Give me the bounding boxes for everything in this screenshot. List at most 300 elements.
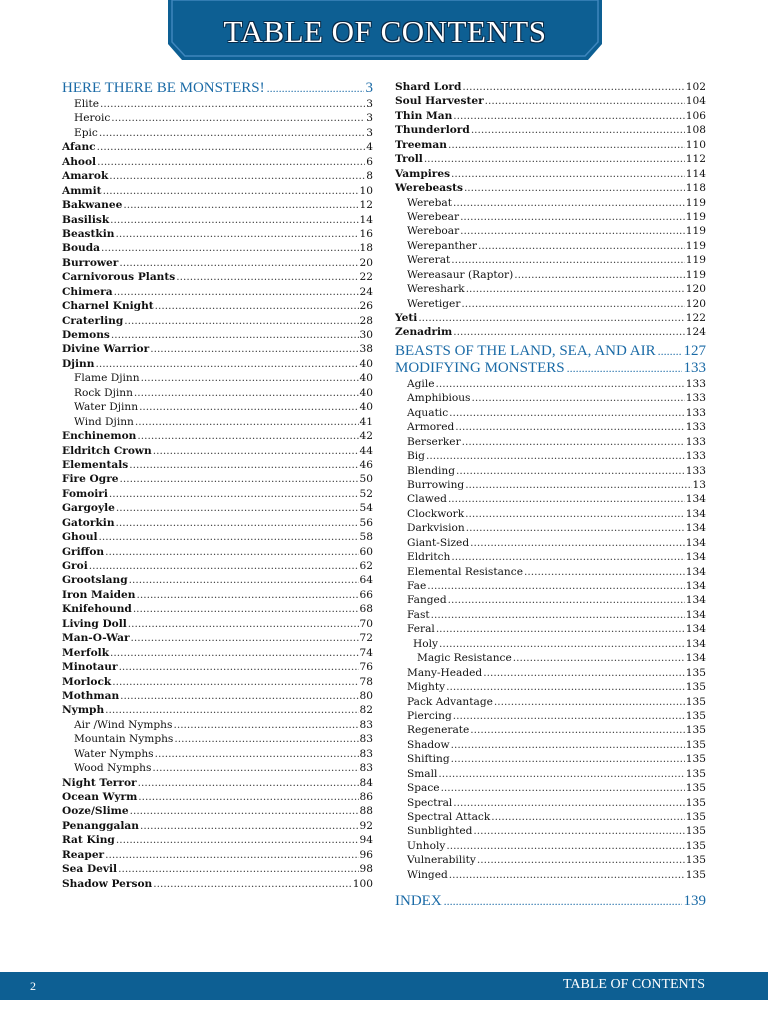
toc-entry-page: 40 <box>359 401 373 414</box>
toc-entry[interactable] <box>62 877 373 891</box>
toc-entry[interactable] <box>395 311 706 325</box>
toc-entry-label: Water Nymphs <box>74 747 154 760</box>
toc-entry-page: 88 <box>359 805 373 818</box>
dot-leader <box>140 819 359 833</box>
dot-leader <box>153 444 359 458</box>
toc-entry-page: 135 <box>685 753 706 766</box>
toc-entry-label: Regenerate <box>407 724 470 737</box>
dot-leader <box>477 853 685 867</box>
dot-leader <box>460 210 685 224</box>
toc-subentry[interactable] <box>62 97 373 111</box>
toc-entry-label: Thin Man <box>395 109 453 122</box>
toc-entry-page: 134 <box>685 565 706 578</box>
toc-subentry[interactable] <box>395 464 706 478</box>
toc-entry[interactable] <box>62 256 373 270</box>
toc-entry-label: Clockwork <box>407 507 465 520</box>
dot-leader <box>485 94 685 108</box>
toc-entry-page: 86 <box>359 791 373 803</box>
toc-subentry[interactable] <box>395 282 706 296</box>
toc-entry[interactable] <box>395 94 706 108</box>
dot-leader <box>456 464 685 478</box>
toc-subentry[interactable] <box>62 111 373 125</box>
toc-entry[interactable] <box>62 357 373 371</box>
toc-entry-page: 122 <box>685 312 706 324</box>
toc-subentry[interactable] <box>395 196 706 210</box>
dot-leader <box>128 617 359 631</box>
dot-leader <box>466 282 685 296</box>
dot-leader <box>494 695 685 709</box>
toc-entry-page: 133 <box>685 377 706 390</box>
toc-subentry[interactable] <box>395 377 706 391</box>
toc-entry[interactable] <box>62 516 373 530</box>
toc-entry[interactable] <box>62 588 373 602</box>
toc-entry-page: 133 <box>685 392 706 405</box>
toc-entry-label: Morlock <box>62 675 112 688</box>
toc-subentry[interactable] <box>395 224 706 238</box>
toc-entry[interactable] <box>62 285 373 299</box>
toc-subentry[interactable] <box>395 253 706 267</box>
toc-subentry[interactable] <box>395 752 706 766</box>
toc-entry[interactable] <box>62 241 373 255</box>
dot-leader <box>105 703 358 717</box>
section-spacer <box>395 882 706 885</box>
dot-leader <box>461 297 684 311</box>
toc-entry-page: 62 <box>359 560 373 572</box>
toc-entry-page: 119 <box>685 210 706 223</box>
toc-subentry[interactable] <box>62 400 373 414</box>
toc-entry[interactable] <box>395 80 706 94</box>
toc-entry[interactable] <box>395 167 706 181</box>
toc-entry[interactable] <box>62 213 373 227</box>
toc-entry[interactable] <box>62 227 373 241</box>
dot-leader <box>130 804 359 818</box>
toc-entry-label: Enchinemon <box>62 430 137 443</box>
toc-subentry[interactable] <box>395 810 706 824</box>
toc-entry-label: Weretiger <box>407 297 461 310</box>
toc-subentry[interactable] <box>395 796 706 810</box>
footer-bar <box>0 972 768 1000</box>
toc-subentry[interactable] <box>395 651 706 665</box>
toc-subentry[interactable] <box>395 666 706 680</box>
toc-entry-page: 84 <box>359 776 373 789</box>
toc-entry[interactable] <box>62 646 373 660</box>
toc-entry[interactable] <box>62 155 373 169</box>
toc-subentry[interactable] <box>62 126 373 140</box>
toc-subentry[interactable] <box>395 565 706 579</box>
toc-entry-page: 135 <box>685 782 706 795</box>
toc-subentry[interactable] <box>395 507 706 521</box>
dot-leader <box>174 732 358 746</box>
toc-entry-label: Spectral Attack <box>407 811 491 823</box>
toc-entry-page: 54 <box>359 502 373 515</box>
toc-entry[interactable] <box>62 314 373 328</box>
toc-entry[interactable] <box>62 617 373 631</box>
toc-subentry[interactable] <box>395 210 706 224</box>
dot-leader <box>116 516 359 530</box>
toc-entry-label: Darkvision <box>407 522 465 535</box>
toc-entry-page: 119 <box>685 196 706 209</box>
dot-leader <box>95 357 358 371</box>
toc-subentry[interactable] <box>395 478 706 492</box>
dot-leader <box>439 637 685 651</box>
toc-entry-label: Holy <box>413 637 438 650</box>
toc-entry-page: 133 <box>685 464 706 477</box>
toc-entry-label: HERE THERE BE MONSTERS! <box>62 80 265 96</box>
toc-entry[interactable] <box>62 184 373 198</box>
toc-subentry[interactable] <box>395 695 706 709</box>
toc-entry-label: Grootslang <box>62 574 128 587</box>
toc-entry-label: Flame Djinn <box>74 372 140 385</box>
dot-leader <box>658 343 682 360</box>
dot-leader <box>470 536 685 550</box>
toc-entry-page: 135 <box>685 681 706 694</box>
toc-subentry[interactable] <box>395 550 706 564</box>
toc-entry[interactable] <box>62 862 373 876</box>
toc-entry-label: Demons <box>62 329 110 341</box>
dot-leader <box>418 311 684 325</box>
dot-leader <box>119 256 358 270</box>
dot-leader <box>455 420 685 434</box>
toc-entry-label: Burrowing <box>407 478 465 491</box>
dot-leader <box>267 80 364 97</box>
toc-entry-label: Ocean Wyrm <box>62 791 138 803</box>
toc-entry[interactable] <box>62 501 373 515</box>
toc-entry[interactable] <box>62 140 373 154</box>
toc-entry-label: Ammit <box>62 184 102 197</box>
dot-leader <box>152 761 358 775</box>
toc-entry-label: Troll <box>395 153 423 166</box>
toc-entry-page: 98 <box>359 863 373 876</box>
toc-subentry[interactable] <box>395 853 706 867</box>
toc-entry-label: Wereasaur (Raptor) <box>407 268 514 281</box>
toc-entry[interactable] <box>62 169 373 183</box>
toc-section-heading[interactable] <box>395 343 706 360</box>
toc-entry-page: 135 <box>685 839 706 852</box>
toc-subentry[interactable] <box>395 297 706 311</box>
toc-entry-label: Rat King <box>62 834 115 847</box>
toc-subentry[interactable] <box>395 268 706 282</box>
toc-entry-label: Eldritch Crown <box>62 444 152 457</box>
toc-entry-label: BEASTS OF THE LAND, SEA, AND AIR <box>395 342 656 359</box>
toc-subentry[interactable] <box>395 521 706 535</box>
toc-entry[interactable] <box>395 325 706 339</box>
toc-entry[interactable] <box>62 328 373 342</box>
toc-entry-page: 40 <box>359 357 373 370</box>
toc-entry-page: 18 <box>359 242 373 255</box>
toc-entry[interactable] <box>62 299 373 313</box>
dot-leader <box>116 833 359 847</box>
dot-leader <box>446 680 685 694</box>
toc-subentry[interactable] <box>395 449 706 463</box>
toc-entry-page: 70 <box>359 617 373 630</box>
toc-subentry[interactable] <box>395 839 706 853</box>
dot-leader <box>471 123 685 137</box>
toc-entry[interactable] <box>62 472 373 486</box>
toc-entry[interactable] <box>62 444 373 458</box>
toc-entry-label: Nymph <box>62 704 105 717</box>
toc-entry-page: 119 <box>685 254 706 267</box>
toc-entry-page: 40 <box>359 372 373 385</box>
toc-entry-page: 133 <box>685 435 706 448</box>
toc-entry[interactable] <box>62 631 373 645</box>
toc-entry[interactable] <box>62 198 373 212</box>
toc-entry-label: Wereboar <box>407 225 460 238</box>
dot-leader <box>448 593 685 607</box>
toc-entry[interactable] <box>62 559 373 573</box>
dot-leader <box>426 449 685 463</box>
toc-entry-page: 102 <box>685 81 706 93</box>
dot-leader <box>129 573 359 587</box>
toc-entry[interactable] <box>62 660 373 674</box>
toc-entry[interactable] <box>62 270 373 284</box>
toc-entry-label: Chimera <box>62 285 113 298</box>
toc-entry-label: Shadow <box>407 738 450 751</box>
dot-leader <box>448 492 685 506</box>
dot-leader <box>101 241 359 255</box>
toc-subentry[interactable] <box>62 371 373 385</box>
toc-entry-page: 135 <box>685 666 706 679</box>
dot-leader <box>138 776 359 790</box>
toc-entry-page: 118 <box>685 182 706 195</box>
dot-leader <box>135 415 359 429</box>
toc-subentry[interactable] <box>395 608 706 622</box>
toc-entry[interactable] <box>395 109 706 123</box>
toc-entry-label: Elementals <box>62 458 129 471</box>
toc-subentry[interactable] <box>395 738 706 752</box>
toc-entry-label: Wererat <box>407 254 451 267</box>
toc-entry-label: Beastkin <box>62 227 115 240</box>
toc-entry-label: Fomoiri <box>62 487 108 500</box>
toc-entry-page: 8 <box>366 170 373 183</box>
dot-leader <box>431 608 685 622</box>
toc-subentry[interactable] <box>395 406 706 420</box>
title-banner <box>168 0 602 62</box>
toc-entry-page: 28 <box>359 314 373 327</box>
toc-entry-page: 110 <box>685 138 706 151</box>
toc-entry-label: Amarok <box>62 170 109 183</box>
toc-entry[interactable] <box>62 573 373 587</box>
dot-leader <box>150 342 358 356</box>
toc-subentry[interactable] <box>395 622 706 636</box>
dot-leader <box>138 790 358 804</box>
toc-entry-label: Aquatic <box>407 406 449 419</box>
toc-entry-label: Armored <box>407 421 455 434</box>
toc-subentry[interactable] <box>62 761 373 775</box>
toc-entry-page: 135 <box>685 767 706 780</box>
toc-entry[interactable] <box>395 138 706 152</box>
toc-entry[interactable] <box>62 487 373 501</box>
toc-entry-label: Sea Devil <box>62 863 118 876</box>
toc-subentry[interactable] <box>395 637 706 651</box>
dot-leader <box>462 80 684 94</box>
toc-entry-page: 94 <box>359 834 373 847</box>
dot-leader <box>453 325 685 339</box>
dot-leader <box>444 893 682 910</box>
toc-subentry[interactable] <box>395 824 706 838</box>
dot-leader <box>460 224 685 238</box>
dot-leader <box>131 631 359 645</box>
toc-section-heading[interactable] <box>395 893 706 910</box>
toc-subentry[interactable] <box>395 435 706 449</box>
toc-entry-page: 134 <box>685 637 706 650</box>
toc-subentry[interactable] <box>395 536 706 550</box>
toc-entry-page: 104 <box>685 95 706 108</box>
toc-subentry[interactable] <box>395 767 706 781</box>
toc-entry-label: Man-O-War <box>62 632 130 645</box>
toc-subentry[interactable] <box>62 415 373 429</box>
toc-entry-label: Water Djinn <box>74 401 139 414</box>
dot-leader <box>451 253 685 267</box>
toc-section-heading[interactable] <box>62 80 373 97</box>
toc-entry-page: 134 <box>685 507 706 520</box>
toc-entry-label: Djinn <box>62 357 95 370</box>
toc-entry-page: 119 <box>685 239 706 252</box>
dot-leader <box>473 824 684 838</box>
toc-entry[interactable] <box>62 602 373 616</box>
toc-entry-page: 139 <box>683 893 706 910</box>
toc-entry-page: 42 <box>359 430 373 443</box>
dot-leader <box>155 299 359 313</box>
toc-entry[interactable] <box>62 458 373 472</box>
toc-entry-page: 83 <box>359 762 373 775</box>
toc-entry-label: Vulnerability <box>407 854 476 867</box>
toc-subentry[interactable] <box>395 680 706 694</box>
toc-entry-label: Feral <box>407 623 435 636</box>
toc-column-right <box>395 80 706 910</box>
toc-entry-label: Zenadrim <box>395 326 453 339</box>
toc-entry-label: Charnel Knight <box>62 300 154 313</box>
toc-entry[interactable] <box>62 530 373 544</box>
dot-leader <box>514 268 685 282</box>
toc-entry-page: 44 <box>359 444 373 457</box>
toc-entry-page: 64 <box>359 574 373 587</box>
toc-entry[interactable] <box>62 342 373 356</box>
toc-entry-page: 4 <box>366 141 373 154</box>
dot-leader <box>115 227 358 241</box>
toc-entry-label: Shifting <box>407 753 450 766</box>
dot-leader <box>120 472 359 486</box>
toc-subentry[interactable] <box>395 420 706 434</box>
toc-entry-page: 135 <box>685 709 706 722</box>
dot-leader <box>173 718 358 732</box>
toc-entry-label: Gargoyle <box>62 502 115 515</box>
toc-entry-label: Piercing <box>407 709 452 722</box>
toc-entry-label: Minotaur <box>62 661 118 674</box>
toc-subentry[interactable] <box>62 386 373 400</box>
dot-leader <box>139 400 358 414</box>
toc-entry-label: Craterling <box>62 314 124 327</box>
toc-subentry[interactable] <box>395 239 706 253</box>
toc-entry-page: 124 <box>685 326 706 339</box>
toc-subentry[interactable] <box>62 747 373 761</box>
toc-entry-label: Werepanther <box>407 239 477 252</box>
toc-entry-page: 52 <box>359 487 373 500</box>
toc-entry-page: 66 <box>359 588 373 601</box>
toc-entry-label: Heroic <box>74 112 111 125</box>
toc-section-heading[interactable] <box>395 360 706 377</box>
dot-leader <box>109 169 365 183</box>
toc-subentry[interactable] <box>395 709 706 723</box>
toc-subentry[interactable] <box>62 718 373 732</box>
dot-leader <box>133 602 359 616</box>
toc-subentry[interactable] <box>395 579 706 593</box>
toc-entry[interactable] <box>62 545 373 559</box>
toc-entry-page: 50 <box>359 473 373 486</box>
toc-entry-label: Merfolk <box>62 646 110 659</box>
toc-entry-label: Agile <box>407 377 435 390</box>
toc-entry-label: Soul Harvester <box>395 95 484 108</box>
dot-leader <box>123 198 358 212</box>
dot-leader <box>438 767 684 781</box>
toc-entry[interactable] <box>395 181 706 195</box>
toc-entry[interactable] <box>62 675 373 689</box>
dot-leader <box>453 709 685 723</box>
dot-leader <box>441 781 685 795</box>
dot-leader <box>436 622 685 636</box>
toc-entry-page: 135 <box>685 695 706 708</box>
toc-entry-page: 114 <box>685 167 706 180</box>
toc-entry[interactable] <box>62 703 373 717</box>
dot-leader <box>99 126 365 140</box>
toc-entry[interactable] <box>62 776 373 790</box>
toc-subentry[interactable] <box>395 868 706 882</box>
toc-entry-page: 135 <box>685 825 706 838</box>
toc-entry[interactable] <box>62 790 373 804</box>
dot-leader <box>435 377 684 391</box>
toc-entry[interactable] <box>395 152 706 166</box>
toc-entry[interactable] <box>62 833 373 847</box>
dot-leader <box>466 521 685 535</box>
toc-entry[interactable] <box>62 689 373 703</box>
toc-entry[interactable] <box>62 804 373 818</box>
toc-entry-label: Treeman <box>395 138 447 151</box>
toc-entry-label: Bouda <box>62 242 100 255</box>
toc-entry-page: 3 <box>365 80 373 96</box>
toc-entry[interactable] <box>62 848 373 862</box>
toc-subentry[interactable] <box>62 732 373 746</box>
toc-entry-label: Unholy <box>407 839 446 852</box>
toc-subentry[interactable] <box>395 781 706 795</box>
toc-entry-page: 133 <box>685 421 706 434</box>
dot-leader <box>89 559 359 573</box>
toc-entry-label: Knifehound <box>62 603 132 616</box>
dot-leader <box>119 660 359 674</box>
toc-entry-page: 106 <box>685 109 706 122</box>
dot-leader <box>110 213 358 227</box>
toc-entry-page: 120 <box>685 283 706 296</box>
toc-entry-label: Wood Nymphs <box>74 762 152 775</box>
toc-entry-page: 68 <box>359 603 373 616</box>
dot-leader <box>472 391 685 405</box>
toc-entry-label: Groi <box>62 560 88 572</box>
toc-entry-label: Big <box>407 450 425 463</box>
toc-entry[interactable] <box>62 429 373 443</box>
toc-subentry[interactable] <box>395 593 706 607</box>
toc-entry-page: 56 <box>359 516 373 529</box>
toc-subentry[interactable] <box>395 492 706 506</box>
toc-entry-page: 40 <box>359 386 373 399</box>
toc-subentry[interactable] <box>395 391 706 405</box>
toc-entry[interactable] <box>395 123 706 137</box>
toc-entry-page: 13 <box>692 478 706 491</box>
toc-entry-page: 127 <box>683 342 706 359</box>
toc-subentry[interactable] <box>395 723 706 737</box>
toc-entry-page: 14 <box>359 213 373 226</box>
dot-leader <box>491 810 684 824</box>
toc-entry-label: Giant-Sized <box>407 536 470 549</box>
dot-leader <box>524 565 685 579</box>
toc-entry[interactable] <box>62 819 373 833</box>
